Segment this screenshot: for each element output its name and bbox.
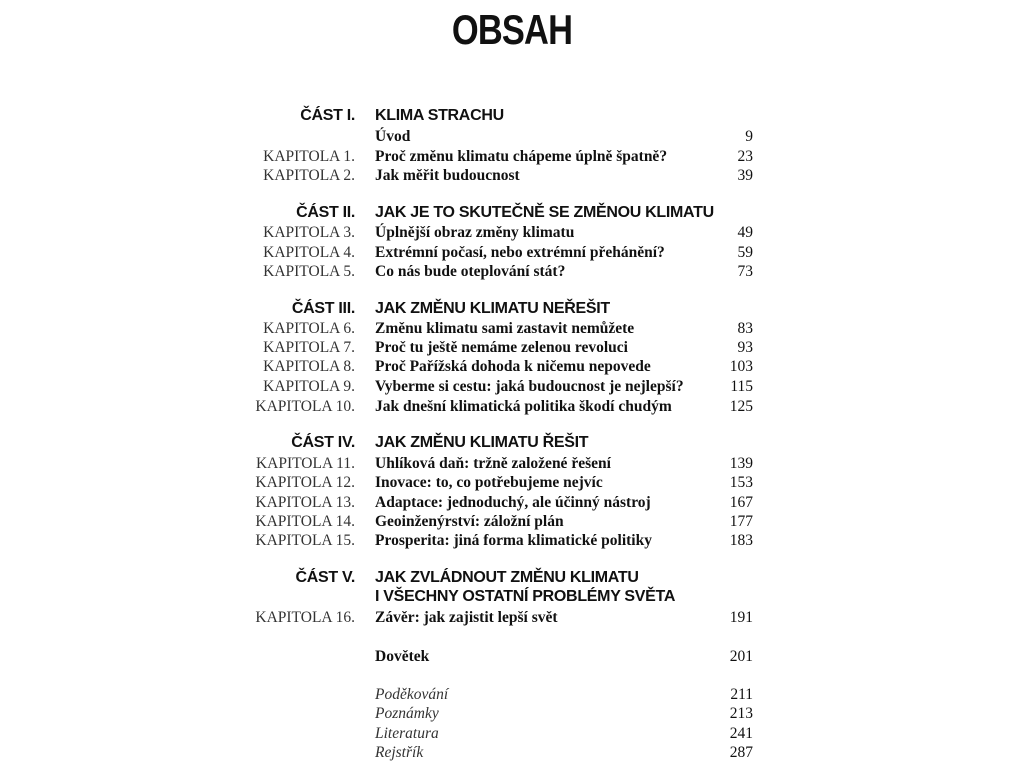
toc-entry[interactable] [0, 397, 1024, 417]
part-heading [0, 568, 1024, 588]
entry-title: Inovace: to, co potřebujeme nejvíc [375, 474, 603, 491]
part-label: ČÁST V. [295, 569, 355, 586]
entry-title: Prosperita: jiná forma klimatické politiky [375, 532, 652, 549]
toc-entry[interactable] [0, 357, 1024, 377]
page-number: 287 [729, 744, 753, 761]
page-number: 49 [737, 224, 753, 241]
entry-title: Poděkování [375, 686, 449, 703]
part-heading [0, 106, 1024, 126]
page-number: 59 [737, 244, 753, 261]
page-number: 167 [729, 494, 753, 511]
part-title: JAK ZMĚNU KLIMATU ŘEŠIT [375, 434, 589, 451]
page-number: 73 [737, 263, 753, 280]
page-number: 241 [729, 725, 753, 742]
toc-entry[interactable] [0, 243, 1024, 263]
entry-title: Závěr: jak zajistit lepší svět [375, 609, 558, 626]
toc-entry[interactable] [0, 319, 1024, 339]
part-label: ČÁST III. [291, 300, 355, 317]
chapter-label: KAPITOLA 8. [263, 358, 355, 375]
entry-title: Extrémní počasí, nebo extrémní přehánění? [375, 244, 665, 261]
chapter-label: KAPITOLA 2. [263, 167, 355, 184]
entry-title: Poznámky [375, 705, 439, 722]
chapter-label: KAPITOLA 14. [255, 513, 355, 530]
entry-title: Co nás bude oteplování stát? [375, 263, 566, 280]
entry-title: Dovětek [375, 648, 430, 665]
page-number: 139 [729, 455, 753, 472]
entry-title: Geoinženýrství: záložní plán [375, 513, 564, 530]
part-heading [0, 433, 1024, 453]
afterword-entry[interactable] [0, 647, 1024, 667]
part-heading [0, 203, 1024, 223]
toc-entry[interactable] [0, 454, 1024, 474]
toc-entry[interactable] [0, 377, 1024, 397]
page-number: 9 [745, 128, 753, 145]
entry-title: Uhlíková daň: tržně založené řešení [375, 455, 611, 472]
page-number: 177 [729, 513, 753, 530]
part-label: ČÁST IV. [291, 434, 355, 451]
toc-entry[interactable] [0, 262, 1024, 282]
part-title: I VŠECHNY OSTATNÍ PROBLÉMY SVĚTA [375, 588, 676, 605]
chapter-label: KAPITOLA 10. [255, 398, 355, 415]
chapter-label: KAPITOLA 5. [263, 263, 355, 280]
page-number: 115 [730, 378, 753, 395]
page-title: OBSAH [451, 6, 573, 53]
chapter-label: KAPITOLA 3. [263, 224, 355, 241]
entry-title: Proč Pařížská dohoda k ničemu nepovede [375, 358, 651, 375]
toc-entry[interactable] [0, 608, 1024, 628]
chapter-label: KAPITOLA 9. [263, 378, 355, 395]
entry-title: Proč změnu klimatu chápeme úplně špatně? [375, 148, 668, 165]
toc-entry[interactable] [0, 147, 1024, 167]
toc-entry[interactable] [0, 166, 1024, 186]
part-heading-continued [0, 587, 1024, 607]
part-heading [0, 299, 1024, 319]
entry-title: Rejstřík [375, 744, 424, 761]
chapter-label: KAPITOLA 13. [255, 494, 355, 511]
page-number: 191 [729, 609, 753, 626]
page-number: 103 [729, 358, 753, 375]
entry-title: Proč tu ještě nemáme zelenou revoluci [375, 339, 628, 356]
page-number: 211 [730, 686, 753, 703]
chapter-label: KAPITOLA 12. [255, 474, 355, 491]
back-matter-entry[interactable] [0, 724, 1024, 744]
toc-entry[interactable] [0, 127, 1024, 147]
back-matter-entry[interactable] [0, 685, 1024, 705]
entry-title: Úvod [375, 128, 411, 145]
part-label: ČÁST I. [300, 107, 355, 124]
entry-title: Adaptace: jednoduchý, ale účinný nástroj [375, 494, 651, 511]
chapter-label: KAPITOLA 7. [263, 339, 355, 356]
page-number: 201 [729, 648, 753, 665]
entry-title: Jak měřit budoucnost [375, 167, 520, 184]
part-title: JAK JE TO SKUTEČNĚ SE ZMĚNOU KLIMATU [375, 204, 714, 221]
back-matter-entry[interactable] [0, 743, 1024, 763]
page-number: 213 [729, 705, 753, 722]
chapter-label: KAPITOLA 16. [255, 609, 355, 626]
toc-entry[interactable] [0, 223, 1024, 243]
page-number: 83 [737, 320, 753, 337]
entry-title: Jak dnešní klimatická politika škodí chudým [375, 398, 672, 415]
toc-entry[interactable] [0, 512, 1024, 532]
back-matter-entry[interactable] [0, 704, 1024, 724]
page-number: 125 [729, 398, 753, 415]
entry-title: Literatura [375, 725, 439, 742]
page-number: 93 [737, 339, 753, 356]
part-label: ČÁST II. [296, 204, 355, 221]
chapter-label: KAPITOLA 1. [263, 148, 355, 165]
toc-entry[interactable] [0, 473, 1024, 493]
chapter-label: KAPITOLA 4. [263, 244, 355, 261]
part-title: JAK ZMĚNU KLIMATU NEŘEŠIT [375, 300, 610, 317]
toc-entry[interactable] [0, 338, 1024, 358]
part-title: JAK ZVLÁDNOUT ZMĚNU KLIMATU [375, 569, 639, 586]
page-number: 183 [729, 532, 753, 549]
toc-entry[interactable] [0, 493, 1024, 513]
page-number: 23 [737, 148, 753, 165]
entry-title: Úplnější obraz změny klimatu [375, 224, 575, 241]
entry-title: Změnu klimatu sami zastavit nemůžete [375, 320, 635, 337]
entry-title: Vyberme si cestu: jaká budoucnost je nejlepší? [375, 378, 684, 395]
part-title: KLIMA STRACHU [375, 107, 504, 124]
chapter-label: KAPITOLA 11. [255, 455, 355, 472]
page-number: 39 [737, 167, 753, 184]
toc-entry[interactable] [0, 531, 1024, 551]
page-number: 153 [729, 474, 753, 491]
chapter-label: KAPITOLA 15. [255, 532, 355, 549]
chapter-label: KAPITOLA 6. [263, 320, 355, 337]
